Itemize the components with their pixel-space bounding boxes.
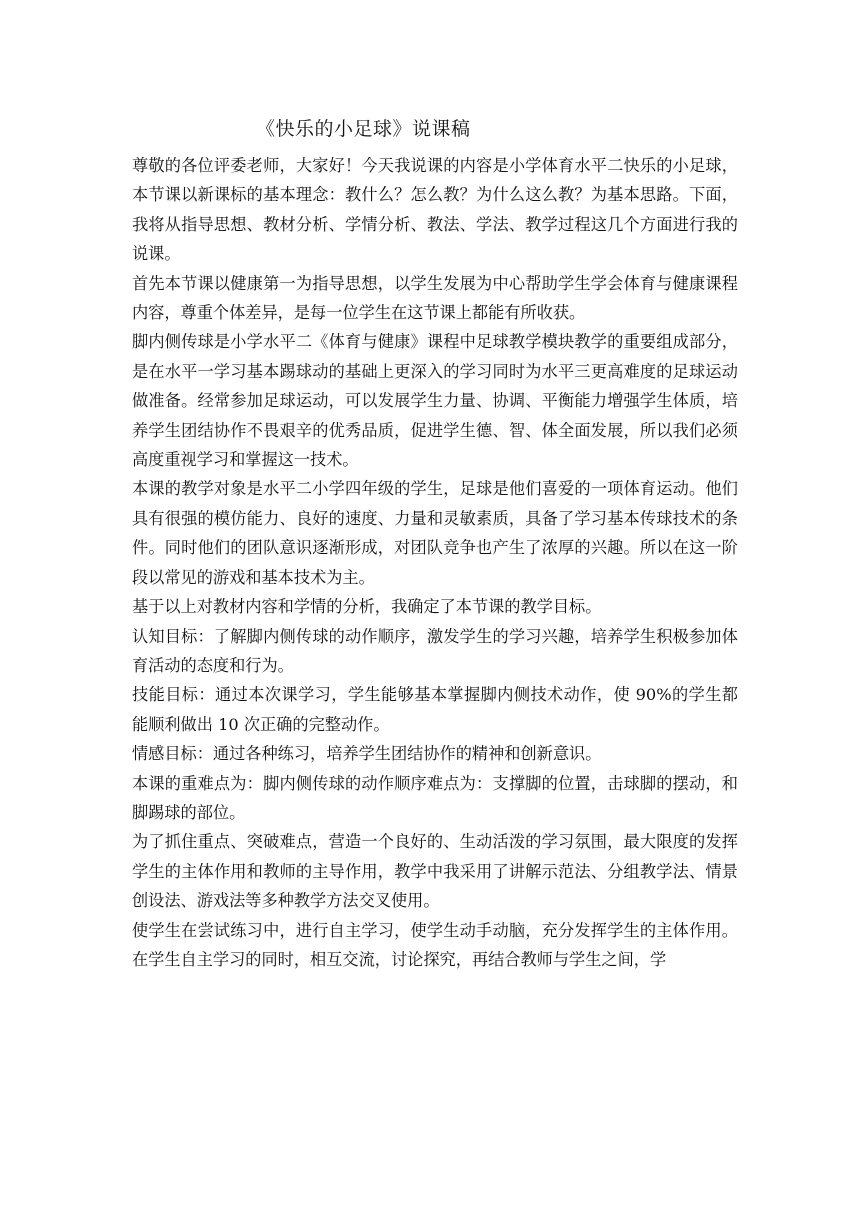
document-body xyxy=(132,151,738,974)
paragraph-material-analysis: 脚内侧传球是小学水平二《体育与健康》课程中足球教学模块教学的重要组成部分，是在水平一学习基本踢球动的基础上更深入的学习同时为水平三更高难度的足球运动做准备。经常参加足球运动，可以发展学生力量、协调、平衡能力增强学生体质，培养学生团结协作不畏艰辛的优秀品质，促进学生德、智、体全面发展，所以我们必须高度重视学习和掌握这一技术。 xyxy=(132,332,738,470)
paragraph-goals-intro: 基于以上对教材内容和学情的分析，我确定了本节课的教学目标。 xyxy=(132,597,602,617)
paragraph-teaching-methods: 为了抓住重点、突破难点，营造一个良好的、生动活泼的学习氛围，最大限度的发挥学生的主体作用和教师的主导作用，教学中我采用了讲解示范法、分组教学法、情景创设法、游戏法等多种教学方法交叉使用。 xyxy=(132,832,738,911)
paragraph-key-points: 本课的重难点为：脚内侧传球的动作顺序难点为：支撑脚的位置，击球脚的摆动，和脚踢球的部位。 xyxy=(132,773,738,822)
document-title: 《快乐的小足球》说课稿 xyxy=(256,118,471,140)
paragraph-skill-goal: 技能目标：通过本次课学习，学生能够基本掌握脚内侧技术动作，使 90%的学生都能顺利做出 10 次正确的完整动作。 xyxy=(132,685,738,734)
paragraph-guiding-idea: 首先本节课以健康第一为指导思想，以学生发展为中心帮助学生学会体育与健康课程内容，尊重个体差异，是每一位学生在这节课上都能有所收获。 xyxy=(132,273,738,323)
paragraph-intro: 尊敬的各位评委老师，大家好！今天我说课的内容是小学体育水平二快乐的小足球，本节课以新课标的基本理念：教什么？怎么教？为什么这么教？为基本思路。下面，我将从指导思想、教材分析、学情分析、教法、学法、教学过程这几个方面进行我的说课。 xyxy=(132,156,738,264)
paragraph-learning-methods: 使学生在尝试练习中，进行自主学习，使学生动手动脑，充分发挥学生的主体作用。在学生自主学习的同时，相互交流，讨论探究，再结合教师与学生之间，学 xyxy=(132,920,738,969)
paragraph-student-analysis: 本课的教学对象是水平二小学四年级的学生，足球是他们喜爱的一项体育运动。他们具有很强的模仿能力、良好的速度、力量和灵敏素质，具备了学习基本传球技术的条件。同时他们的团队意识逐渐形成，对团队竞争也产生了浓厚的兴趣。所以在这一阶段以常见的游戏和基本技术为主。 xyxy=(132,479,738,587)
paragraph-cognitive-goal: 认知目标：了解脚内侧传球的动作顺序，激发学生的学习兴趣，培养学生积极参加体育活动的态度和行为。 xyxy=(132,626,738,675)
paragraph-emotional-goal: 情感目标：通过各种练习，培养学生团结协作的精神和创新意识。 xyxy=(132,744,602,764)
